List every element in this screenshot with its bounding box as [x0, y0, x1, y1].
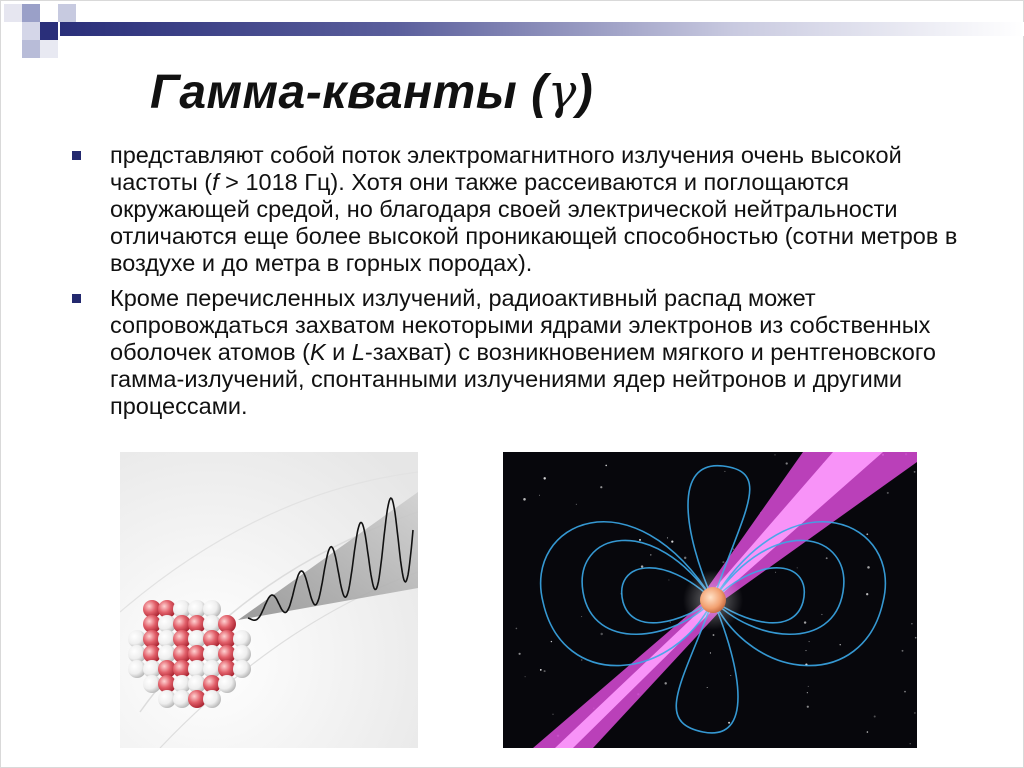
bullet-square-icon [72, 151, 81, 160]
background-star [910, 743, 911, 744]
background-star [671, 540, 673, 542]
background-star [600, 633, 602, 635]
background-star [915, 637, 917, 639]
background-star [664, 682, 666, 684]
background-star [775, 572, 776, 573]
background-star [668, 579, 669, 580]
background-star [650, 554, 651, 555]
background-star [516, 628, 518, 630]
background-star [805, 650, 806, 651]
background-star [809, 641, 810, 642]
background-star [902, 650, 904, 652]
background-star [544, 670, 546, 672]
slide-title: Гамма-кванты (γ) [150, 64, 594, 120]
background-star [774, 454, 775, 455]
nucleon [233, 660, 251, 678]
background-star [707, 687, 708, 688]
background-star [730, 675, 731, 676]
background-star [840, 644, 841, 645]
background-star [804, 621, 806, 623]
background-star [670, 622, 671, 623]
background-star [867, 566, 870, 569]
background-star [605, 465, 607, 467]
nucleon [203, 690, 221, 708]
background-star [866, 593, 868, 595]
background-star [904, 691, 906, 693]
background-star [539, 495, 540, 496]
background-star [797, 567, 798, 568]
background-star [807, 706, 809, 708]
bullet-item: Кроме перечисленных излучений, радиоактивный распад может сопровождаться захватом некоторыми ядрами электронов из собственных оболочек атомов (K и L-захват) с возникновением мягкого и рентгеновского гамма-излучений, спонтанными излучениями ядер нейтронов и другими процессами. [72, 285, 982, 420]
background-star [519, 653, 521, 655]
background-star [724, 471, 725, 472]
nucleus-gamma-illustration [120, 452, 418, 748]
background-star [874, 715, 876, 717]
background-star [887, 492, 889, 494]
background-star [552, 714, 553, 715]
background-star [713, 634, 715, 636]
background-star [551, 641, 552, 642]
background-star [866, 533, 868, 535]
bullet-square-icon [72, 294, 81, 303]
background-star [639, 539, 641, 541]
nucleon [218, 675, 236, 693]
background-star [914, 712, 915, 713]
background-star [867, 731, 869, 733]
background-star [581, 616, 582, 617]
background-star [733, 549, 734, 550]
bullet-item: представляют собой поток электромагнитного излучения очень высокой частоты (f > 1018 Гц). Хотя они также рассеиваются и поглощаются окружающей средой, но благодаря своей электрической нейтральности отличаются еще более высокой проникающей способностью (сотни метров в воздухе и до метра в горных породах). [72, 142, 982, 277]
background-star [543, 477, 545, 479]
background-star [710, 652, 711, 653]
background-star [728, 722, 730, 724]
background-star [523, 498, 526, 501]
background-star [911, 623, 912, 624]
background-star [684, 557, 686, 559]
background-star [600, 486, 602, 488]
background-star [808, 686, 809, 687]
background-star [576, 504, 577, 505]
bullet-list [72, 142, 982, 428]
background-star [581, 660, 582, 661]
background-star [914, 471, 916, 473]
pulsar-illustration [503, 452, 917, 748]
background-star [525, 676, 526, 677]
background-star [826, 557, 828, 559]
background-star [540, 669, 542, 671]
background-star [807, 692, 808, 693]
background-star [821, 614, 822, 615]
background-star [722, 561, 724, 563]
background-star [667, 537, 668, 538]
header-bar [60, 22, 1024, 36]
background-star [786, 462, 788, 464]
background-star [641, 565, 643, 567]
